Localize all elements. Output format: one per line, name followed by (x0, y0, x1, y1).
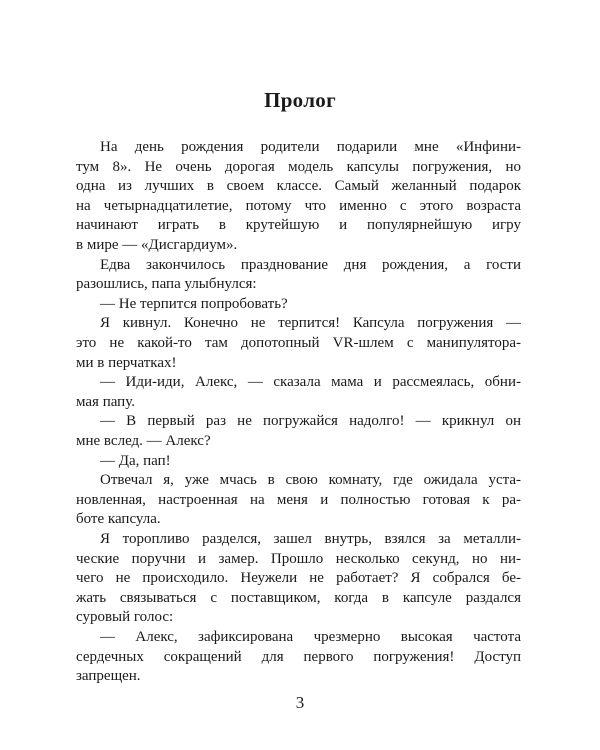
text-line: боте капсула. (76, 511, 161, 527)
text-line: Едва закончилось празднование дня рождения, а гости (100, 257, 521, 273)
text-line: мне вслед. — Алекс? (76, 433, 211, 449)
page-number: 3 (295, 693, 305, 712)
text-line: — Не терпится попробовать? (100, 296, 288, 312)
text-line: ми в перчатках! (76, 355, 177, 371)
text-line: мая папу. (76, 394, 135, 410)
text-line: запрещен. (76, 668, 141, 684)
text-line: на четырнадцатилетие, потому что именно с этого возраста (76, 198, 521, 214)
text-line: — В первый раз не погружайся надолго! — крикнул он (100, 413, 521, 429)
text-line: сердечных сокращений для первого погружения! Доступ (76, 649, 521, 665)
chapter-title: Пролог (264, 88, 336, 112)
text-line: Отвечал я, уже мчась в свою комнату, где ожидала уста- (100, 472, 521, 488)
text-line: — Иди-иди, Алекс, — сказала мама и рассмеялась, обни- (100, 374, 521, 390)
text-line: в мире — «Дисгардиум». (76, 237, 238, 253)
text-line: — Да, пап! (100, 453, 171, 469)
text-line: ческие поручни и замер. Прошло несколько секунд, но ни- (76, 551, 521, 567)
text-line: тум 8». Не очень дорогая модель капсулы погружения, но (76, 159, 521, 175)
text-line: начинают играть в крутейшую и популярнейшую игру (76, 217, 521, 233)
text-line: На день рождения родители подарили мне «Инфини- (100, 139, 521, 155)
text-line: — Алекс, зафиксирована чрезмерно высокая частота (100, 629, 521, 645)
text-line: новленная, настроенная на меня и полностью готовая к ра- (76, 492, 521, 508)
text-line: суровый голос: (76, 609, 174, 625)
text-line: это не какой-то там допотопный VR-шлем с манипулятора- (76, 335, 521, 351)
text-line: жать связываться с поставщиком, когда в капсуле раздался (76, 590, 521, 606)
text-line: Я торопливо разделся, зашел внутрь, взялся за металли- (100, 531, 521, 547)
text-line: Я кивнул. Конечно не терпится! Капсула погружения — (100, 315, 521, 331)
text-line: одна из лучших в своем классе. Самый желанный подарок (76, 178, 521, 194)
text-line: разошлись, папа улыбнулся: (76, 276, 257, 292)
text-line: чего не происходило. Неужели не работает? Я собрался бе- (76, 570, 521, 586)
